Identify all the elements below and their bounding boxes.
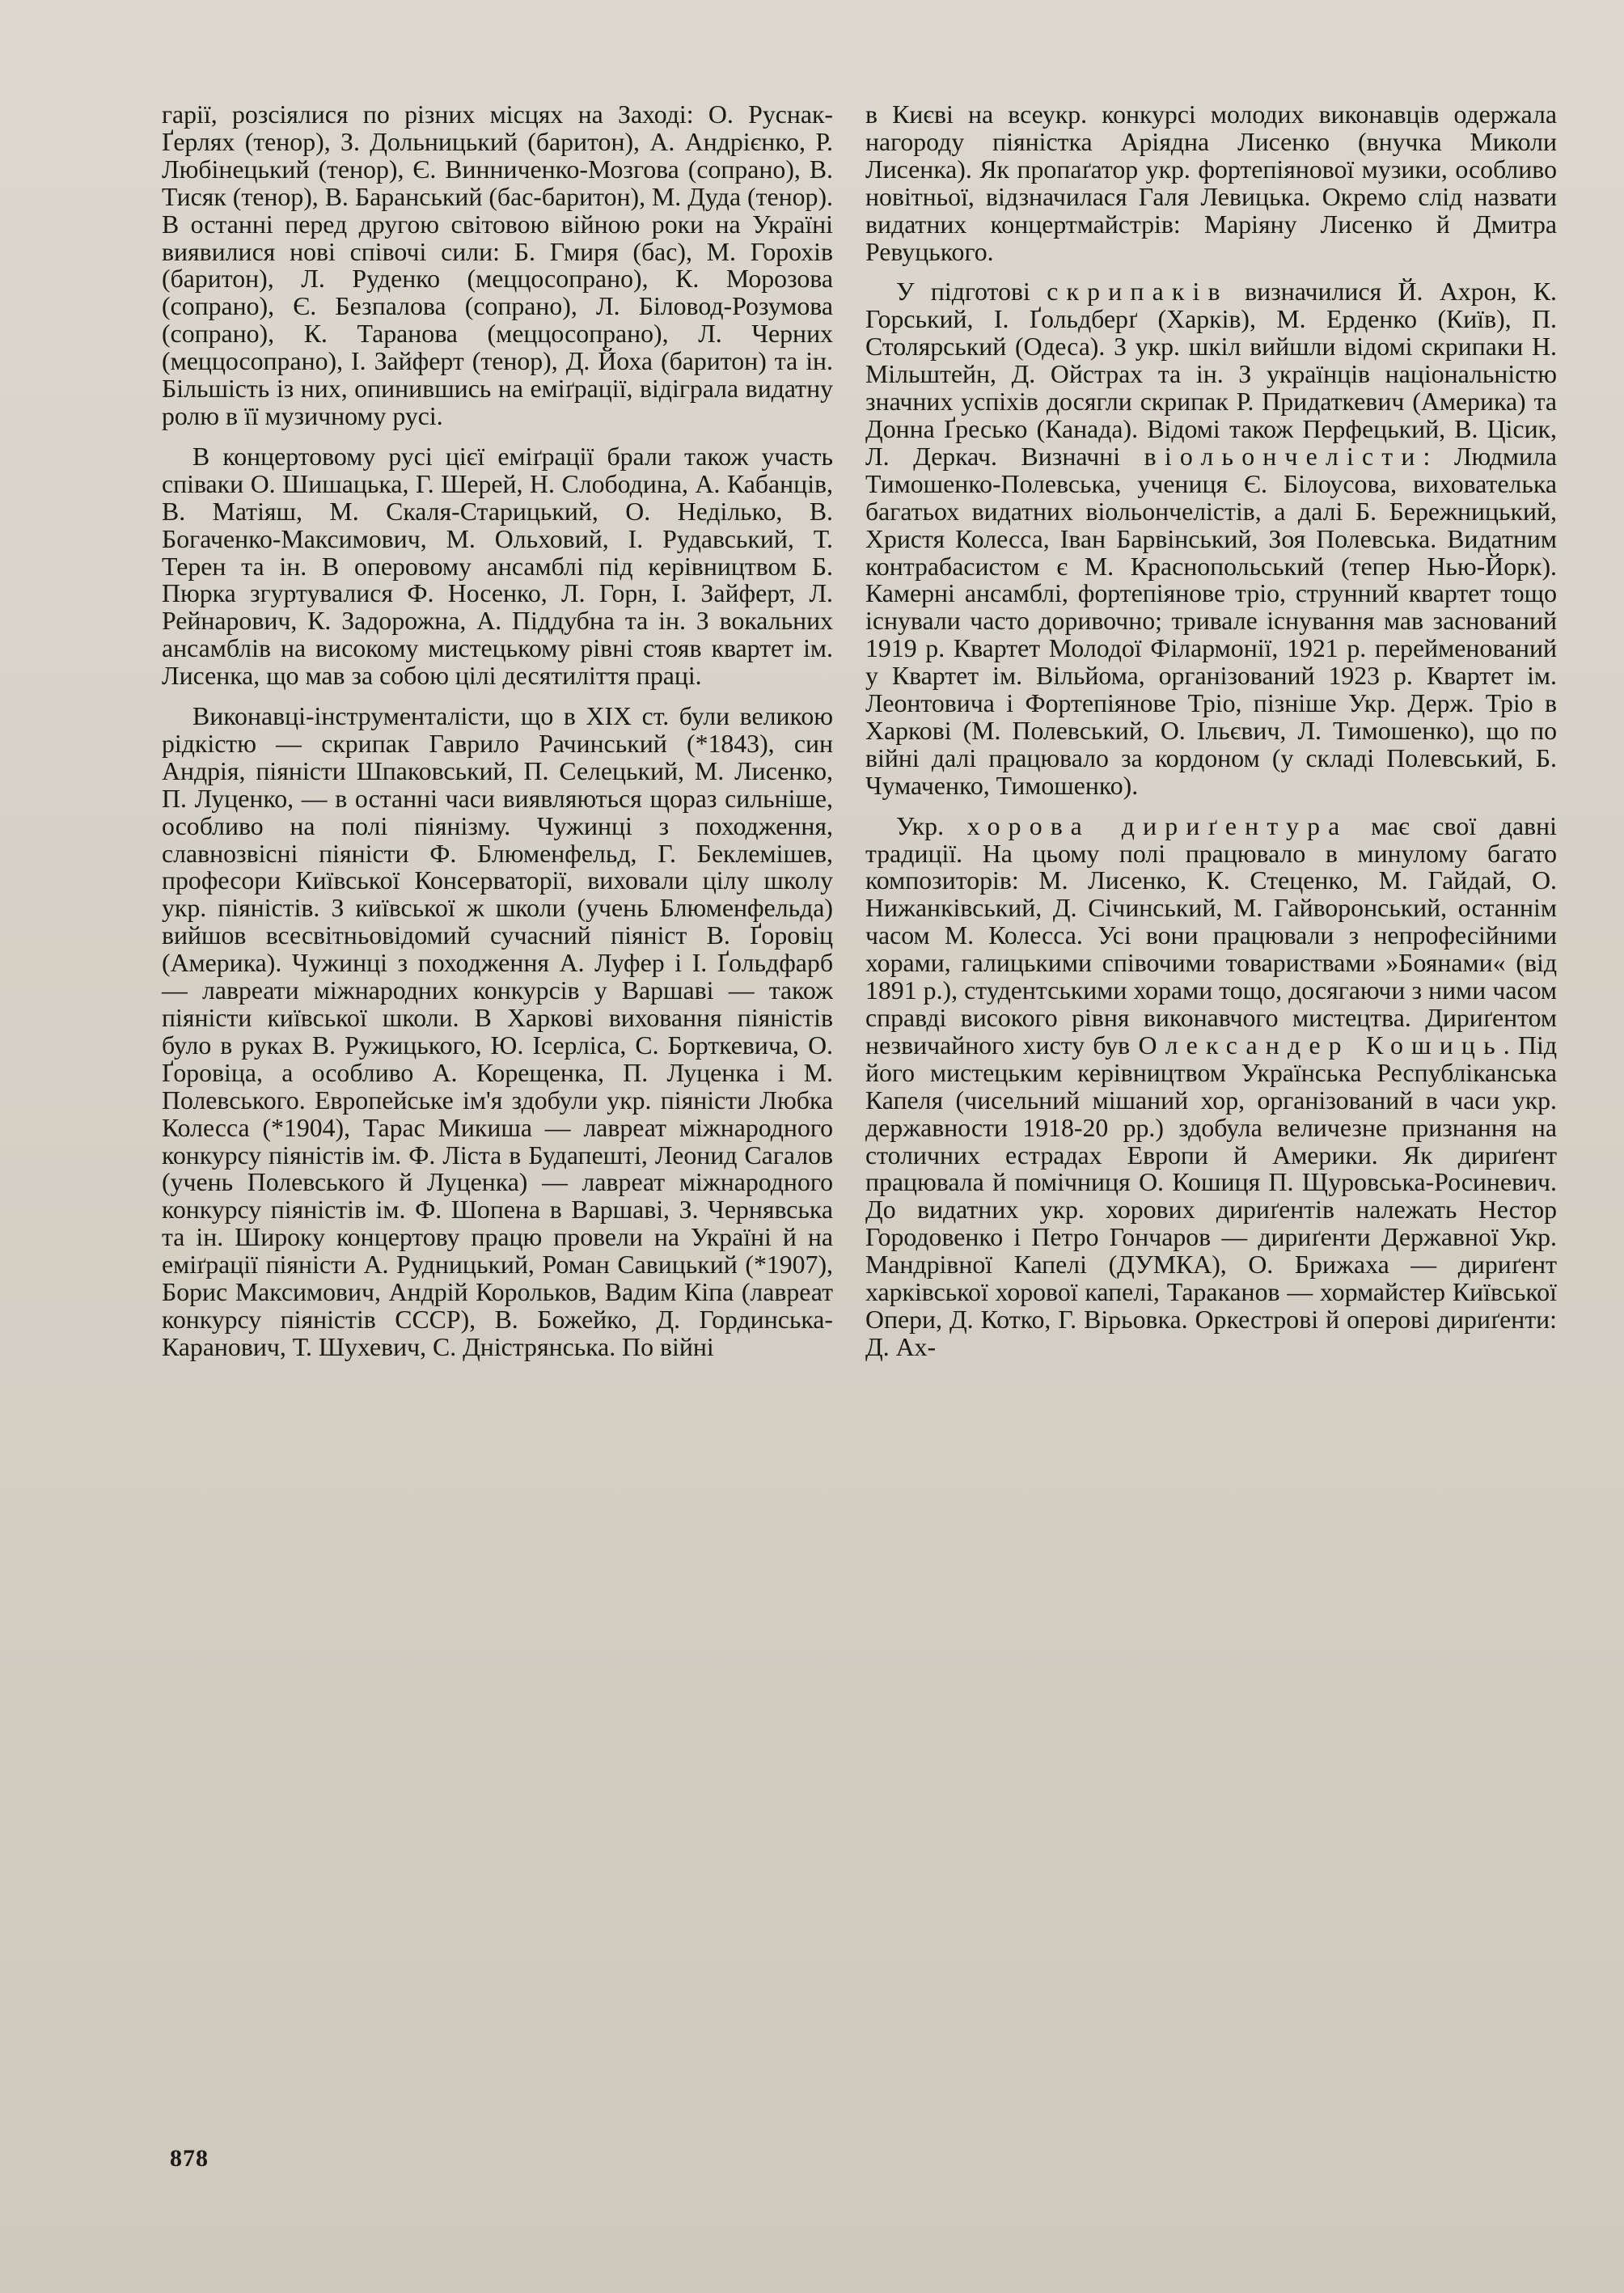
page-number: 878	[170, 2145, 209, 2172]
paragraph	[865, 278, 1557, 799]
spaced-term: хорова дириґентура	[966, 811, 1348, 840]
text-run: Укр.	[896, 811, 967, 840]
text-run: визначилися Й. Ахрон, К. Горський, І. Ґольдберґ (Харків), М. Ерденко (Київ), П. Столярський (Одеса). З укр. шкіл вийшли відомі скрипаки Н. Мільштейн, Д. Ойстрах та ін. З українців національністю значних успіхів досягли скрипак Р. Придаткевич (Америка) та Донна Ґресько (Канада). Відомі також Перфецький, В. Цісик, Л. Деркач. Визначні	[865, 277, 1557, 471]
spaced-term: скрипаків	[1047, 277, 1229, 307]
text-run: має свої давні традиції. На цьому полі працювало в минулому багато композиторів: М. Лисенко, К. Стеценко, М. Гайдай, О. Нижанківський, Д. Січинський, М. Гайворонський, останнім часом М. Колесса. Усі вони працювали з непрофесійними хорами, галицькими співочими товариствами »Боянами« (від 1891 р.), студентськими хорами тощо, досягаючи з ними часом справді високого рівня виконавчого мистецтва. Дириґентом незвичайного хисту був	[865, 811, 1558, 1060]
spaced-term: Олександер Кошиць	[1138, 1030, 1503, 1060]
paragraph: Виконавці-інструменталісти, що в XIX ст. були великою рідкістю — скрипак Гаврило Рачинський (*1843), син Андрія, піяністи Шпаковський, П. Селецький, М. Лисенко, П. Луценко, — в останні часи виявляються щораз сильніше, особливо на полі піянізму. Чужинці з походження, славнозвісні піяністи Ф. Блюменфельд, Г. Беклемішев, професори Київської Консерваторії, виховали цілу школу укр. піяністів. З київської ж школи (учень Блюменфельда) вийшов всесвітньовідомий сучасний піяніст В. Ґоровіц (Америка). Чужинці з походження А. Луфер і І. Ґольдфарб — лавреати міжнародних конкурсів у Варшаві — також піяністи київської школи. В Харкові виховання піяністів було в руках В. Ружицького, Ю. Ісерліса, С. Борткевича, О. Ґоровіца, а особливо А. Корещенка, П. Луценка і М. Полевського. Европейське ім'я здобули укр. піяністи Любка Колесса (*1904), Тарас Микиша — лавреат міжнародного конкурсу піяністів ім. Ф. Ліста в Будапешті, Леонид Сагалов (учень Полевського й Луценка) — лавреат міжнародного конкурсу піяністів ім. Ф. Шопена в Варшаві, З. Чернявська та ін. Широку концертову працю провели на Україні й на еміґрації піяністи А. Рудницький, Роман Савицький (*1907), Борис Максимович, Андрій Корольков, Вадим Кіпа (лавреат конкурсу піяністів СССР), В. Божейко, Д. Гординська-Каранович, Т. Шухевич, С. Дністрянська. По війні	[162, 702, 833, 1361]
spaced-term: віольончелісти	[1144, 442, 1423, 471]
right-column	[865, 101, 1557, 1374]
paragraph	[865, 813, 1557, 1361]
text-run: : Людмила Тимошенко-Полевська, учениця Є. Білоусова, вихователька багатьох видатних віольончелістів, а далі Б. Бережницький, Христя Колесса, Іван Барвінський, Зоя Полевська. Видатним контрабасистом є М. Краснопольський (тепер Нью-Йорк). Камерні ансамблі, фортепіянове тріо, струнний квартет тощо існували часто доривочно; тривале існування мав заснований 1919 р. Квартет Молодої Філармонії, 1921 р. перейменований у Квартет ім. Вільйома, організований 1923 р. Квартет ім. Леонтовича і Фортепіянове Тріо, пізніше Укр. Держ. Тріо в Харкові (М. Полевський, О. Ільєвич, Л. Тимошенко), що по війні далі працювало за кордоном (у складі Полевський, Б. Чумаченко, Тимошенко).	[865, 442, 1557, 800]
paragraph: гарії, розсіялися по різних місцях на Заході: О. Руснак-Ґерлях (тенор), З. Дольницький (баритон), А. Андрієнко, Р. Любінецький (тенор), Є. Винниченко-Мозгова (сопрано), В. Тисяк (тенор), В. Баранський (бас-баритон), М. Дуда (тенор). В останні перед другою світовою війною роки на Україні виявилися нові співочі сили: Б. Гмиря (бас), М. Горохів (баритон), Л. Руденко (меццосопрано), К. Морозова (сопрано), Є. Безпалова (сопрано), Л. Біловод-Розумова (сопрано), К. Таранова (меццосопрано), Л. Черних (меццосопрано), І. Зайферт (тенор), Д. Йоха (баритон) та ін. Більшість із них, опинившись на еміґрації, відіграла видатну ролю в її музичному русі.	[162, 100, 833, 430]
paragraph: в Києві на всеукр. конкурсі молодих виконавців одержала нагороду піяністка Аріядна Лисенко (внучка Миколи Лисенка). Як пропаґатор укр. фортепіянової музики, особливо новітньої, відзначилася Галя Левицька. Окремо слід назвати видатних концертмайстрів: Маріяну Лисенко й Дмитра Ревуцького.	[865, 100, 1557, 266]
text-run: У підготові	[896, 277, 1047, 307]
left-column	[162, 101, 833, 1374]
text-run: . Під його мистецьким керівництвом Українська Республіканська Капеля (чисельний мішаний хор, організований в часи укр. державности 1918-20 рр.) здобула величезне признання на столичних естрадах Европи й Америки. Як дириґент працювала й помічниця О. Кошиця П. Щуровська-Росиневич. До видатних укр. хорових дириґентів належать Нестор Городовенко і Петро Гончаров — дириґенти Державної Укр. Мандрівної Капелі (ДУМКА), О. Брижаха — дириґент харківської хорової капелі, Тараканов — хормайстер Київської Опери, Д. Котко, Г. Вірьовка. Оркестрові й оперові дириґенти: Д. Ах-	[865, 1030, 1557, 1361]
paragraph: В концертовому русі цієї еміґрації брали також участь співаки О. Шишацька, Г. Шерей, Н. Слободина, А. Кабанців, В. Матіяш, М. Скаля-Старицький, О. Неділько, В. Богаченко-Максимович, М. Ольховий, І. Рудавський, Т. Терен та ін. В оперовому ансамблі під керівництвом Б. Пюрка згуртувалися Ф. Носенко, Л. Горн, І. Зайферт, Л. Рейнарович, К. Задорожна, А. Піддубна та ін. З вокальних ансамблів на високому мистецькому рівні стояв квартет ім. Лисенка, що мав за собою цілі десятиліття праці.	[162, 442, 833, 691]
